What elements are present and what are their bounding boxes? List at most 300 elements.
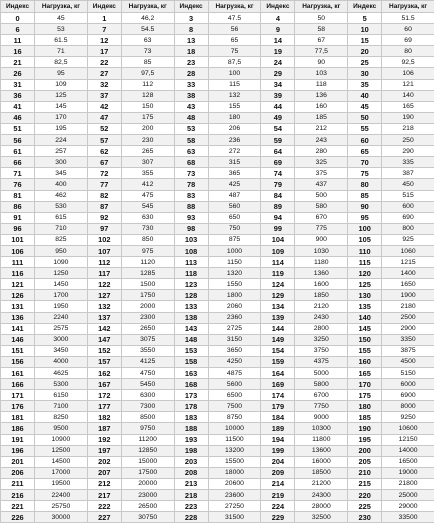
index-cell: 65	[348, 146, 382, 157]
load-cell: 462	[35, 190, 88, 201]
index-cell: 201	[1, 456, 35, 467]
index-cell: 143	[174, 323, 208, 334]
header-load: Нагрузка, кг	[208, 1, 261, 13]
load-cell: 7750	[295, 401, 348, 412]
index-cell: 82	[87, 190, 121, 201]
index-cell: 99	[261, 223, 295, 234]
index-cell: 103	[174, 234, 208, 245]
index-cell: 75	[348, 168, 382, 179]
load-cell: 150	[121, 101, 174, 112]
index-cell: 163	[174, 368, 208, 379]
index-cell: 229	[261, 512, 295, 523]
index-cell: 211	[1, 478, 35, 489]
load-cell: 46,2	[121, 13, 174, 24]
load-cell: 600	[382, 201, 434, 212]
index-cell: 53	[174, 123, 208, 134]
load-cell: 180	[208, 112, 261, 123]
index-cell: 193	[174, 434, 208, 445]
index-cell: 20	[348, 46, 382, 57]
load-cell: 2500	[382, 312, 434, 323]
header-load: Нагрузка, кг	[121, 1, 174, 13]
table-row	[1, 512, 434, 523]
load-cell: 4875	[208, 368, 261, 379]
table-row	[1, 478, 434, 489]
load-cell: 65	[208, 35, 261, 46]
load-cell: 280	[295, 146, 348, 157]
index-cell: 200	[348, 445, 382, 456]
index-cell: 17	[87, 46, 121, 57]
index-cell: 0	[1, 13, 35, 24]
load-cell: 975	[121, 245, 174, 256]
load-cell: 224	[35, 135, 88, 146]
index-cell: 217	[87, 490, 121, 501]
load-cell: 58	[295, 24, 348, 35]
table-row	[1, 146, 434, 157]
index-cell: 156	[1, 356, 35, 367]
index-cell: 109	[261, 245, 295, 256]
index-cell: 45	[348, 101, 382, 112]
load-cell: 13200	[208, 445, 261, 456]
load-cell: 3000	[35, 334, 88, 345]
index-cell: 13	[174, 35, 208, 46]
index-cell: 131	[1, 301, 35, 312]
load-cell: 365	[208, 168, 261, 179]
table-row	[1, 456, 434, 467]
load-cell: 24300	[295, 490, 348, 501]
load-cell: 6150	[35, 390, 88, 401]
table-row	[1, 412, 434, 423]
load-cell: 54.5	[121, 24, 174, 35]
index-cell: 195	[348, 434, 382, 445]
load-cell: 290	[382, 146, 434, 157]
index-cell: 197	[87, 445, 121, 456]
table-row	[1, 423, 434, 434]
load-cell: 175	[121, 112, 174, 123]
index-cell: 170	[348, 379, 382, 390]
index-cell: 112	[87, 257, 121, 268]
load-cell: 9750	[121, 423, 174, 434]
load-cell: 32500	[295, 512, 348, 523]
table-row	[1, 312, 434, 323]
index-cell: 12	[87, 35, 121, 46]
load-cell: 200	[121, 123, 174, 134]
load-cell: 730	[121, 223, 174, 234]
load-cell: 13600	[295, 445, 348, 456]
load-cell: 4250	[208, 356, 261, 367]
load-cell: 1500	[121, 279, 174, 290]
load-cell: 50	[295, 13, 348, 24]
index-cell: 140	[348, 312, 382, 323]
load-cell: 1060	[382, 245, 434, 256]
load-cell: 27250	[208, 501, 261, 512]
index-cell: 59	[261, 135, 295, 146]
index-cell: 199	[261, 445, 295, 456]
index-cell: 34	[261, 79, 295, 90]
table-header	[1, 1, 434, 13]
index-cell: 91	[1, 212, 35, 223]
index-cell: 102	[87, 234, 121, 245]
load-cell: 335	[382, 157, 434, 168]
load-cell: 775	[295, 223, 348, 234]
index-cell: 104	[261, 234, 295, 245]
index-cell: 62	[87, 146, 121, 157]
load-cell: 87,5	[208, 57, 261, 68]
index-cell: 128	[174, 290, 208, 301]
index-cell: 166	[1, 379, 35, 390]
index-cell: 168	[174, 379, 208, 390]
index-cell: 141	[1, 323, 35, 334]
index-cell: 218	[174, 490, 208, 501]
load-cell: 20000	[121, 478, 174, 489]
load-cell: 515	[382, 190, 434, 201]
index-cell: 172	[87, 390, 121, 401]
load-cell: 5800	[295, 379, 348, 390]
load-cell: 2725	[208, 323, 261, 334]
index-cell: 16	[1, 46, 35, 57]
table-row	[1, 279, 434, 290]
index-cell: 26	[1, 68, 35, 79]
index-cell: 139	[261, 312, 295, 323]
load-cell: 1550	[208, 279, 261, 290]
load-cell: 3450	[35, 345, 88, 356]
index-cell: 153	[174, 345, 208, 356]
table-row	[1, 57, 434, 68]
load-cell: 12850	[121, 445, 174, 456]
load-cell: 160	[295, 101, 348, 112]
index-cell: 100	[348, 223, 382, 234]
index-cell: 118	[174, 268, 208, 279]
load-cell: 80	[382, 46, 434, 57]
load-cell: 106	[382, 68, 434, 79]
table-row	[1, 334, 434, 345]
index-cell: 226	[1, 512, 35, 523]
table-row	[1, 101, 434, 112]
table-row	[1, 123, 434, 134]
load-cell: 6700	[295, 390, 348, 401]
load-cell: 375	[295, 168, 348, 179]
index-cell: 22	[87, 57, 121, 68]
load-cell: 140	[382, 90, 434, 101]
load-cell: 875	[208, 234, 261, 245]
load-cell: 3550	[121, 345, 174, 356]
index-cell: 212	[87, 478, 121, 489]
load-cell: 30000	[35, 512, 88, 523]
load-cell: 47.5	[208, 13, 261, 24]
load-cell: 4375	[295, 356, 348, 367]
index-cell: 114	[261, 257, 295, 268]
load-cell: 3750	[295, 345, 348, 356]
load-cell: 437	[295, 179, 348, 190]
index-cell: 48	[174, 112, 208, 123]
load-cell: 545	[121, 201, 174, 212]
index-cell: 68	[174, 157, 208, 168]
index-cell: 49	[261, 112, 295, 123]
load-cell: 1285	[121, 268, 174, 279]
index-cell: 167	[87, 379, 121, 390]
index-cell: 14	[261, 35, 295, 46]
index-cell: 21	[1, 57, 35, 68]
load-cell: 125	[35, 90, 88, 101]
load-cell: 1090	[35, 257, 88, 268]
load-cell: 6900	[382, 390, 434, 401]
table-row	[1, 190, 434, 201]
load-cell: 109	[35, 79, 88, 90]
index-cell: 90	[348, 201, 382, 212]
index-cell: 158	[174, 356, 208, 367]
load-cell: 950	[35, 245, 88, 256]
load-cell: 1360	[295, 268, 348, 279]
table-row	[1, 68, 434, 79]
index-cell: 105	[348, 234, 382, 245]
load-cell: 450	[382, 179, 434, 190]
index-cell: 72	[87, 168, 121, 179]
index-cell: 164	[261, 368, 295, 379]
index-cell: 116	[1, 268, 35, 279]
load-cell: 650	[208, 212, 261, 223]
load-cell: 2900	[382, 323, 434, 334]
load-cell: 22400	[35, 490, 88, 501]
load-cell: 53	[35, 24, 88, 35]
index-cell: 63	[174, 146, 208, 157]
load-cell: 1950	[35, 301, 88, 312]
load-cell: 325	[295, 157, 348, 168]
index-cell: 209	[261, 467, 295, 478]
load-cell: 15500	[208, 456, 261, 467]
load-cell: 14500	[35, 456, 88, 467]
index-cell: 79	[261, 179, 295, 190]
table-row	[1, 179, 434, 190]
index-cell: 41	[1, 101, 35, 112]
index-cell: 221	[1, 501, 35, 512]
index-cell: 4	[261, 13, 295, 24]
index-cell: 189	[261, 423, 295, 434]
load-cell: 15000	[121, 456, 174, 467]
load-cell: 33500	[382, 512, 434, 523]
index-cell: 8	[174, 24, 208, 35]
index-cell: 30	[348, 68, 382, 79]
load-cell: 206	[208, 123, 261, 134]
index-cell: 225	[348, 501, 382, 512]
index-cell: 27	[87, 68, 121, 79]
load-cell: 5150	[382, 368, 434, 379]
index-cell: 80	[348, 179, 382, 190]
index-cell: 93	[174, 212, 208, 223]
index-cell: 61	[1, 146, 35, 157]
table-row	[1, 290, 434, 301]
index-cell: 161	[1, 368, 35, 379]
index-cell: 54	[261, 123, 295, 134]
load-cell: 1850	[295, 290, 348, 301]
index-cell: 69	[261, 157, 295, 168]
header-index: Индекс	[174, 1, 208, 13]
index-cell: 215	[348, 478, 382, 489]
table-row	[1, 35, 434, 46]
index-cell: 134	[261, 301, 295, 312]
index-cell: 108	[174, 245, 208, 256]
load-cell: 690	[382, 212, 434, 223]
load-cell: 1000	[208, 245, 261, 256]
index-cell: 85	[348, 190, 382, 201]
index-cell: 42	[87, 101, 121, 112]
load-cell: 10000	[208, 423, 261, 434]
load-cell: 45	[35, 13, 88, 24]
index-cell: 32	[87, 79, 121, 90]
load-cell: 1320	[208, 268, 261, 279]
load-cell: 2800	[295, 323, 348, 334]
index-cell: 11	[1, 35, 35, 46]
index-cell: 117	[87, 268, 121, 279]
load-cell: 170	[35, 112, 88, 123]
load-cell: 230	[121, 135, 174, 146]
load-cell: 132	[208, 90, 261, 101]
index-cell: 165	[348, 368, 382, 379]
index-cell: 192	[87, 434, 121, 445]
header-index: Индекс	[261, 1, 295, 13]
index-cell: 222	[87, 501, 121, 512]
load-cell: 3650	[208, 345, 261, 356]
index-cell: 188	[174, 423, 208, 434]
header-row	[1, 1, 434, 13]
load-cell: 236	[208, 135, 261, 146]
index-cell: 98	[174, 223, 208, 234]
load-cell: 23000	[121, 490, 174, 501]
header-index: Индекс	[87, 1, 121, 13]
index-cell: 36	[1, 90, 35, 101]
load-cell: 800	[382, 223, 434, 234]
load-cell: 825	[35, 234, 88, 245]
index-cell: 196	[1, 445, 35, 456]
table-row	[1, 257, 434, 268]
index-cell: 66	[1, 157, 35, 168]
index-cell: 181	[1, 412, 35, 423]
index-cell: 148	[174, 334, 208, 345]
load-cell: 7500	[208, 401, 261, 412]
index-cell: 178	[174, 401, 208, 412]
load-cell: 25750	[35, 501, 88, 512]
index-cell: 146	[1, 334, 35, 345]
index-cell: 174	[261, 390, 295, 401]
load-cell: 63	[121, 35, 174, 46]
load-cell: 11200	[121, 434, 174, 445]
index-cell: 55	[348, 123, 382, 134]
load-cell: 3350	[382, 334, 434, 345]
load-cell: 112	[121, 79, 174, 90]
index-cell: 125	[348, 279, 382, 290]
index-cell: 203	[174, 456, 208, 467]
index-cell: 204	[261, 456, 295, 467]
table-row	[1, 323, 434, 334]
load-cell: 3150	[208, 334, 261, 345]
index-cell: 198	[174, 445, 208, 456]
index-cell: 47	[87, 112, 121, 123]
index-cell: 194	[261, 434, 295, 445]
index-cell: 25	[348, 57, 382, 68]
table-row	[1, 401, 434, 412]
load-cell: 90	[295, 57, 348, 68]
load-cell: 2430	[295, 312, 348, 323]
index-cell: 19	[261, 46, 295, 57]
index-cell: 89	[261, 201, 295, 212]
table-row	[1, 223, 434, 234]
table-row	[1, 390, 434, 401]
load-cell: 165	[382, 101, 434, 112]
load-cell: 155	[208, 101, 261, 112]
load-cell: 61.5	[35, 35, 88, 46]
load-cell: 8750	[208, 412, 261, 423]
load-cell: 118	[295, 79, 348, 90]
load-cell: 128	[121, 90, 174, 101]
load-cell: 475	[121, 190, 174, 201]
index-cell: 95	[348, 212, 382, 223]
load-cell: 412	[121, 179, 174, 190]
load-cell: 2300	[121, 312, 174, 323]
load-cell: 14000	[382, 445, 434, 456]
load-cell: 19500	[35, 478, 88, 489]
index-cell: 162	[87, 368, 121, 379]
load-cell: 307	[121, 157, 174, 168]
table-row	[1, 135, 434, 146]
index-cell: 119	[261, 268, 295, 279]
load-cell: 9000	[295, 412, 348, 423]
load-cell: 19000	[382, 467, 434, 478]
index-cell: 71	[1, 168, 35, 179]
index-cell: 213	[174, 478, 208, 489]
load-cell: 4500	[382, 356, 434, 367]
load-cell: 1180	[295, 257, 348, 268]
load-cell: 4750	[121, 368, 174, 379]
table-row	[1, 79, 434, 90]
index-cell: 33	[174, 79, 208, 90]
load-cell: 12150	[382, 434, 434, 445]
load-cell: 850	[121, 234, 174, 245]
load-cell: 1450	[35, 279, 88, 290]
index-cell: 64	[261, 146, 295, 157]
index-cell: 121	[1, 279, 35, 290]
table-row	[1, 201, 434, 212]
load-cell: 212	[295, 123, 348, 134]
load-cell: 257	[35, 146, 88, 157]
index-cell: 224	[261, 501, 295, 512]
index-cell: 51	[1, 123, 35, 134]
index-cell: 171	[1, 390, 35, 401]
index-cell: 111	[1, 257, 35, 268]
load-cell: 9250	[382, 412, 434, 423]
index-cell: 77	[87, 179, 121, 190]
index-cell: 227	[87, 512, 121, 523]
index-cell: 120	[348, 268, 382, 279]
index-cell: 214	[261, 478, 295, 489]
load-cell: 26500	[121, 501, 174, 512]
load-cell: 670	[295, 212, 348, 223]
load-cell: 30750	[121, 512, 174, 523]
load-cell: 5600	[208, 379, 261, 390]
index-cell: 175	[348, 390, 382, 401]
index-cell: 5	[348, 13, 382, 24]
table-row	[1, 345, 434, 356]
index-cell: 147	[87, 334, 121, 345]
load-cell: 71	[35, 46, 88, 57]
index-cell: 3	[174, 13, 208, 24]
load-cell: 5300	[35, 379, 88, 390]
load-cell: 487	[208, 190, 261, 201]
index-cell: 144	[261, 323, 295, 334]
index-cell: 160	[348, 356, 382, 367]
index-cell: 7	[87, 24, 121, 35]
index-cell: 88	[174, 201, 208, 212]
load-cell: 6300	[121, 390, 174, 401]
header-load: Нагрузка, кг	[35, 1, 88, 13]
load-cell: 92,5	[382, 57, 434, 68]
